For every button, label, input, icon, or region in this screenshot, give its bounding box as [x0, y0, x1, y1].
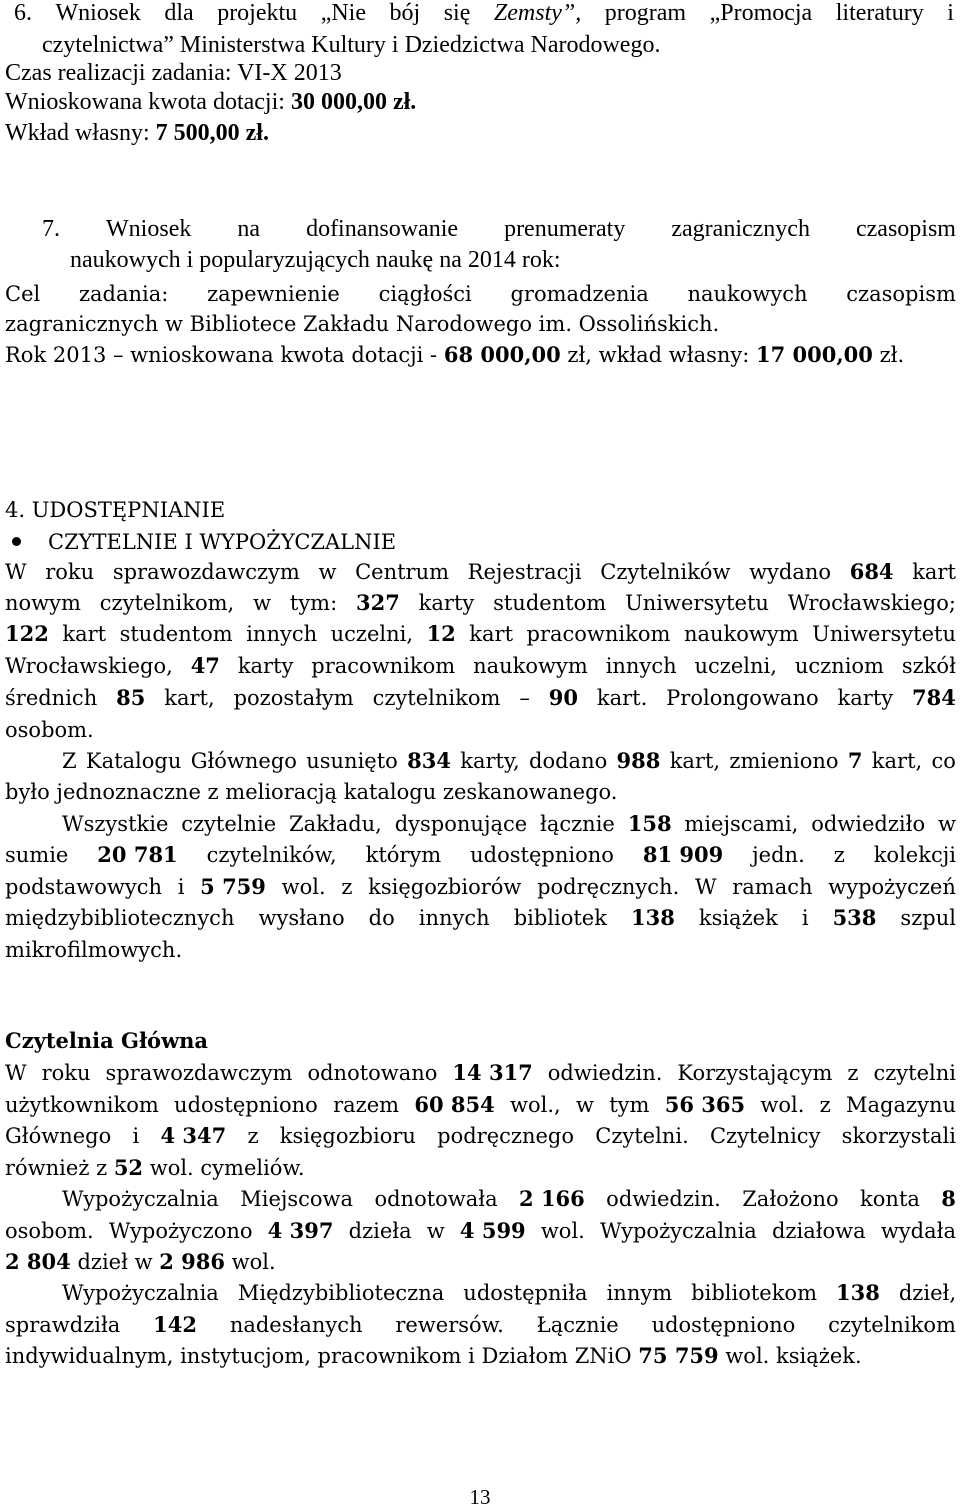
word: Wypożyczalnia — [600, 1219, 757, 1243]
word: Czytelni. — [595, 1124, 689, 1148]
czytelnia-heading: Czytelnia Główna — [5, 1028, 209, 1053]
czyt-p1-line1 — [5, 1058, 956, 1088]
word: naukowym — [683, 622, 799, 646]
word: łącznie — [540, 812, 615, 836]
word: sprawozdawczym — [105, 1061, 293, 1085]
number: 14 317 — [452, 1060, 533, 1085]
word: Miejscowa — [240, 1187, 354, 1211]
number: 75 759 — [638, 1343, 719, 1368]
number: 4 347 — [160, 1123, 227, 1148]
page-number: 13 — [469, 1485, 491, 1509]
word: czytelników, — [206, 843, 337, 867]
word: z — [819, 1093, 831, 1117]
word: sumie — [5, 843, 69, 867]
item7-line4: zagranicznych w Bibliotece Zakładu Narodowego im. Ossolińskich. — [5, 312, 720, 336]
czyt-p2-line1 — [62, 1184, 956, 1214]
word: sprawozdawczym — [112, 560, 300, 584]
number: 2 986 — [159, 1249, 225, 1274]
word: i — [132, 1124, 140, 1148]
amount: 17 000,00 — [756, 342, 873, 367]
text: wol. książek. — [718, 1344, 862, 1368]
item7-line2: naukowych i popularyzujących naukę na 2014 rok: — [70, 247, 561, 273]
word: odnotowano — [307, 1061, 438, 1085]
word: czytelnie — [181, 812, 277, 836]
word: Wypożyczalnia — [62, 1187, 219, 1211]
text: wol. — [225, 1250, 276, 1274]
word: odwiedziło — [811, 812, 926, 836]
number: 2 166 — [519, 1186, 585, 1211]
word: program — [604, 0, 687, 26]
para1-line5 — [5, 683, 956, 713]
word: zmieniono — [729, 749, 839, 773]
word: zapewnienie — [207, 282, 340, 306]
word: innych — [418, 906, 490, 930]
para3-line2 — [5, 840, 956, 870]
item7-line1 — [42, 214, 956, 244]
word: w — [426, 1219, 445, 1243]
czyt-p2-line2 — [5, 1216, 956, 1246]
number: 60 854 — [414, 1092, 495, 1117]
word: Czytelnicy — [709, 1124, 821, 1148]
word: dla — [164, 0, 194, 26]
word: udostępniono — [651, 1313, 796, 1337]
word: innych — [246, 622, 318, 646]
word: czytelnikom — [828, 1313, 956, 1337]
word: w — [575, 1093, 594, 1117]
text: również z — [5, 1156, 114, 1180]
number: 4 599 — [459, 1218, 526, 1243]
word: „Promocja — [709, 0, 813, 26]
item7-line5 — [5, 340, 904, 370]
number: 122 — [5, 621, 49, 646]
word: osobom. — [5, 1219, 94, 1243]
label: Wkład własny: — [5, 120, 156, 146]
number: 52 — [113, 1155, 144, 1180]
para2-line1 — [62, 746, 956, 776]
word: dofinansowanie — [306, 216, 459, 242]
word: ciągłości — [378, 282, 472, 306]
word: wydała — [880, 1219, 956, 1243]
number: 47 — [190, 653, 220, 678]
word: z — [847, 1061, 859, 1085]
word: i — [801, 906, 809, 930]
word: w — [318, 560, 337, 584]
word: innych — [605, 654, 677, 678]
word: międzybibliotecznych — [5, 906, 235, 930]
word: wol., — [509, 1093, 561, 1117]
word: W — [5, 560, 27, 584]
word: kolekcji — [873, 843, 956, 867]
word: naukowych — [687, 282, 808, 306]
word: Magazynu — [846, 1093, 956, 1117]
number: 327 — [356, 590, 400, 615]
czyt-p1-line4 — [5, 1153, 305, 1183]
word: na — [237, 216, 261, 242]
word: uczelni, — [694, 654, 777, 678]
amount: 68 000,00 — [443, 342, 561, 367]
text: indywidualnym, instytucjom, pracownikom i Działom ZNiO — [5, 1344, 639, 1368]
word: Wniosek — [106, 216, 192, 242]
item6-line4 — [5, 87, 416, 117]
word: i — [177, 875, 185, 899]
word: ramach — [732, 875, 813, 899]
para3-line3 — [5, 872, 956, 902]
para1-line6: osobom. — [5, 718, 94, 742]
section-subheading: CZYTELNIE I WYPOŻYCZALNIE — [48, 530, 397, 554]
word: studentom — [119, 622, 233, 646]
text: zł, wkład własny: — [560, 343, 756, 367]
text: Rok 2013 – wnioskowana kwota dotacji - — [5, 343, 444, 367]
number: 138 — [836, 1280, 880, 1305]
word: nowym — [5, 591, 81, 615]
word: dzieł, — [898, 1281, 956, 1305]
czyt-p3-line1 — [62, 1278, 956, 1308]
para1-line2 — [5, 588, 956, 618]
number: 12 — [426, 621, 456, 646]
word: Czytelników — [600, 560, 731, 584]
word: podręcznych. — [537, 875, 680, 899]
word: kart. — [596, 686, 648, 710]
number: 7 — [847, 748, 863, 773]
word: z — [833, 843, 845, 867]
item7-number: 7. — [42, 216, 60, 242]
word: razem — [333, 1093, 400, 1117]
number: 8 — [941, 1186, 956, 1211]
word: książek — [698, 906, 778, 930]
word: z — [247, 1124, 259, 1148]
word: skorzystali — [841, 1124, 956, 1148]
word: wol. — [281, 875, 326, 899]
word: zagranicznych — [671, 216, 810, 242]
text: dzieł w — [70, 1250, 160, 1274]
word: podstawowych — [5, 875, 163, 899]
para3-line1 — [62, 809, 956, 839]
word: do — [368, 906, 395, 930]
word: Rejestracji — [467, 560, 582, 584]
word: wol. — [540, 1219, 585, 1243]
word: co — [931, 749, 956, 773]
word: dysponujące — [394, 812, 528, 836]
number: 538 — [832, 905, 877, 930]
para1-line4 — [5, 651, 956, 681]
para2-line2: było jednoznaczne z melioracją katalogu zeskanowanego. — [5, 780, 618, 804]
word: Wrocławskiego, — [5, 654, 173, 678]
para3-line5: mikrofilmowych. — [5, 938, 183, 962]
czyt-p3-line2 — [5, 1310, 956, 1340]
word: użytkownikom — [5, 1093, 159, 1117]
number: 988 — [616, 748, 661, 773]
word: Łącznie — [536, 1313, 619, 1337]
word: uczelni, — [330, 622, 414, 646]
word: Prolongowano — [666, 686, 819, 710]
word: szpul — [900, 906, 956, 930]
word: Cel — [5, 282, 41, 306]
word: odnotowała — [374, 1187, 498, 1211]
amount: 30 000,00 zł. — [290, 89, 417, 115]
word: Głównego — [5, 1124, 112, 1148]
number: 784 — [912, 685, 956, 710]
word: średnich — [5, 686, 98, 710]
item6-line5 — [5, 118, 269, 148]
word: rewersów. — [395, 1313, 504, 1337]
word: księgozbiorów — [368, 875, 522, 899]
word: innym — [606, 1281, 673, 1305]
czyt-p3-line3 — [5, 1341, 862, 1371]
word: Zakładu, — [289, 812, 382, 836]
word: odwiedzin. — [547, 1061, 663, 1085]
word: czasopism — [846, 282, 956, 306]
word: nadesłanych — [229, 1313, 363, 1337]
number: 142 — [153, 1312, 197, 1337]
word: kart, — [871, 749, 923, 773]
label: Wnioskowana kwota dotacji: — [5, 89, 291, 115]
word: dodano — [529, 749, 608, 773]
number: 81 909 — [642, 842, 724, 867]
word: Wniosek — [55, 0, 141, 26]
bullet-icon — [12, 537, 21, 546]
para1-line3 — [5, 619, 956, 649]
word: roku — [45, 560, 95, 584]
word: pracownikom — [526, 622, 671, 646]
czyt-p2-line3 — [5, 1247, 276, 1277]
word: udostępniła — [463, 1281, 588, 1305]
word: kart, — [669, 749, 721, 773]
word: Z — [62, 749, 77, 773]
word: Centrum — [355, 560, 450, 584]
word: Wypożyczalnia — [62, 1281, 219, 1305]
word: kart — [62, 622, 107, 646]
word: W — [5, 1061, 27, 1085]
word: kart, — [164, 686, 215, 710]
number: 5 759 — [200, 874, 266, 899]
word: bibliotekom — [691, 1281, 817, 1305]
word: studentom — [493, 591, 607, 615]
word: Korzystającym — [677, 1061, 833, 1085]
word: w — [937, 812, 956, 836]
number: 138 — [630, 905, 675, 930]
word: i — [947, 0, 954, 26]
word: Założono — [742, 1187, 839, 1211]
word: tym: — [289, 591, 338, 615]
word: literatury — [835, 0, 924, 26]
word: wydano — [749, 560, 832, 584]
word: Katalogu — [85, 749, 182, 773]
word: karty — [837, 686, 894, 710]
word: zadania: — [78, 282, 169, 306]
word: szkół — [901, 654, 956, 678]
number: 56 365 — [664, 1092, 746, 1117]
word: kart — [469, 622, 514, 646]
word: projektu — [217, 0, 298, 26]
number: 90 — [548, 685, 578, 710]
word: wysłano — [258, 906, 345, 930]
word: Wypożyczono — [108, 1219, 253, 1243]
amount: 7 500,00 zł. — [155, 120, 269, 146]
word: udostępniono — [174, 1093, 318, 1117]
word: podręcznego — [437, 1124, 575, 1148]
number: 4 397 — [267, 1218, 334, 1243]
item6-line1 — [14, 0, 954, 28]
number: 20 781 — [97, 842, 178, 867]
word: sprawdziła — [5, 1313, 121, 1337]
item7-line3 — [5, 279, 956, 309]
word: Międzybiblioteczna — [237, 1281, 445, 1305]
item6-line3: Czas realizacji zadania: VI-X 2013 — [5, 60, 342, 86]
word: wol. — [760, 1093, 805, 1117]
text: zł. — [872, 343, 905, 367]
number: 2 804 — [5, 1249, 71, 1274]
word: się — [443, 0, 471, 26]
word: czasopism — [855, 216, 956, 242]
word: gromadzenia — [510, 282, 649, 306]
czyt-p1-line3 — [5, 1121, 956, 1151]
word: działowa — [771, 1219, 866, 1243]
word: bój — [389, 0, 421, 26]
word: „Nie — [320, 0, 366, 26]
item6-number: 6. — [14, 0, 32, 26]
word: którym — [365, 843, 442, 867]
word: bibliotek — [513, 906, 607, 930]
word: Wrocławskiego; — [787, 591, 956, 615]
word: Uniwersytetu — [812, 622, 956, 646]
word: czytelni — [873, 1061, 956, 1085]
word: – — [519, 686, 530, 710]
word: udostępniono — [470, 843, 614, 867]
number: 85 — [116, 685, 146, 710]
para3-line4 — [5, 903, 956, 933]
word: Wszystkie — [62, 812, 169, 836]
word: karty, — [460, 749, 520, 773]
word: jedn. — [752, 843, 805, 867]
word: roku — [41, 1061, 91, 1085]
number: 158 — [627, 811, 672, 836]
word: czytelnikom — [372, 686, 501, 710]
word: księgozbioru — [279, 1124, 416, 1148]
word: prenumeraty — [504, 216, 626, 242]
word: pozostałym — [233, 686, 354, 710]
word: Głównego — [190, 749, 297, 773]
word: karty — [237, 654, 294, 678]
number: 834 — [407, 748, 451, 773]
word: tym — [609, 1093, 650, 1117]
word: kart — [912, 560, 956, 584]
word: Uniwersytetu — [625, 591, 769, 615]
word: odwiedzin. — [606, 1187, 721, 1211]
italic-title: Zemsty”, — [493, 0, 582, 26]
word: pracownikom — [311, 654, 456, 678]
word: uczniom — [794, 654, 884, 678]
word: naukowym — [473, 654, 588, 678]
number: 684 — [849, 559, 894, 584]
text: wol. cymeliów. — [143, 1156, 305, 1180]
section-heading: 4. UDOSTĘPNIANIE — [5, 498, 226, 522]
word: karty — [418, 591, 475, 615]
para1-line1 — [5, 557, 956, 587]
czyt-p1-line2 — [5, 1090, 956, 1120]
word: miejscami, — [684, 812, 799, 836]
word: czytelnikom, — [99, 591, 235, 615]
word: usunięto — [306, 749, 398, 773]
word: w — [253, 591, 272, 615]
item6-line2: czytelnictwa” Ministerstwa Kultury i Dziedzictwa Narodowego. — [42, 32, 661, 58]
word: wypożyczeń — [828, 875, 956, 899]
word: dzieła — [348, 1219, 412, 1243]
word: W — [694, 875, 717, 899]
word: konta — [860, 1187, 920, 1211]
word: z — [341, 875, 353, 899]
